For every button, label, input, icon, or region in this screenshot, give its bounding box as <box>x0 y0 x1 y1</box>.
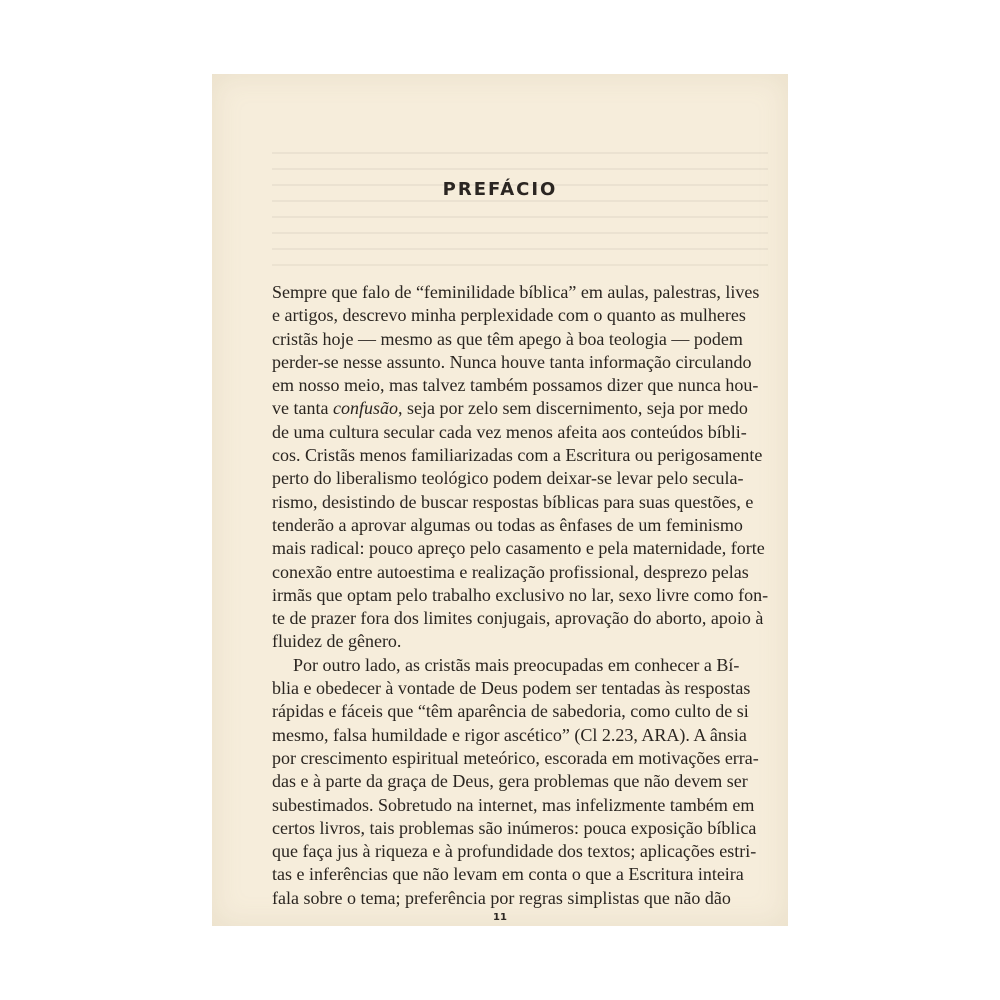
text-line: tas e inferências que não levam em conta o que a Escritura inteira <box>272 864 744 885</box>
text-line: conexão entre autoestima e realização profissional, desprezo pelas <box>272 561 749 582</box>
text-line: em nosso meio, mas talvez também possamos dizer que nunca hou- <box>272 375 759 396</box>
text-line: tenderão a aprovar algumas ou todas as ênfases de um feminismo <box>272 514 743 535</box>
text-line: rápidas e fáceis que “têm aparência de sabedoria, como culto de si <box>272 701 749 722</box>
emphasis-confusao: confusão <box>332 398 398 419</box>
body-text <box>272 281 769 910</box>
text-line-with-emphasis <box>272 397 748 420</box>
text-line: de uma cultura secular cada vez menos afeita aos conteúdos bíbli- <box>272 421 747 442</box>
text-line: perto do liberalismo teológico podem deixar-se levar pelo secula- <box>272 468 744 489</box>
text-line: subestimados. Sobretudo na internet, mas infelizmente também em <box>272 794 755 815</box>
book-page <box>212 74 788 926</box>
text-line: Sempre que falo de “feminilidade bíblica” em aulas, palestras, lives <box>272 282 760 302</box>
text-line: certos livros, tais problemas são inúmeros: pouca exposição bíblica <box>272 817 757 838</box>
text-line: irmãs que optam pelo trabalho exclusivo no lar, sexo livre como fon- <box>272 584 769 605</box>
text-line: rismo, desistindo de buscar respostas bíblicas para suas questões, e <box>272 491 754 512</box>
text-line: te de prazer fora dos limites conjugais, aprovação do aborto, apoio à <box>272 608 764 629</box>
text-segment: , seja por zelo sem discernimento, seja por medo <box>397 398 748 419</box>
text-segment: ve tanta <box>272 398 333 419</box>
text-line: das e à parte da graça de Deus, gera problemas que não devem ser <box>272 771 748 792</box>
text-line: cos. Cristãs menos familiarizadas com a Escritura ou perigosamente <box>272 445 763 466</box>
text-line: blia e obedecer à vontade de Deus podem ser tentadas às respostas <box>272 678 751 699</box>
text-line: mais radical: pouco apreço pelo casamento e pela maternidade, forte <box>272 538 765 559</box>
text-line: e artigos, descrevo minha perplexidade com o quanto as mulheres <box>272 305 746 326</box>
text-line: Por outro lado, as cristãs mais preocupadas em conhecer a Bí- <box>293 654 740 675</box>
text-line: fala sobre o tema; preferência por regras simplistas que não dão <box>272 887 731 908</box>
page-title: PREFÁCIO <box>442 179 558 200</box>
text-line: mesmo, falsa humildade e rigor ascético” (Cl 2.23, ARA). A ânsia <box>272 724 747 745</box>
text-line: cristãs hoje — mesmo as que têm apego à boa teologia — podem <box>272 328 743 349</box>
text-line: perder-se nesse assunto. Nunca houve tanta informação circulando <box>272 351 752 372</box>
text-line: fluidez de gênero. <box>272 631 402 652</box>
text-line: que faça jus à riqueza e à profundidade dos textos; aplicações estri- <box>272 841 757 862</box>
bleed-through-text <box>272 152 768 272</box>
text-line: por crescimento espiritual meteórico, escorada em motivações erra- <box>272 747 759 768</box>
page-number: 11 <box>493 912 507 923</box>
